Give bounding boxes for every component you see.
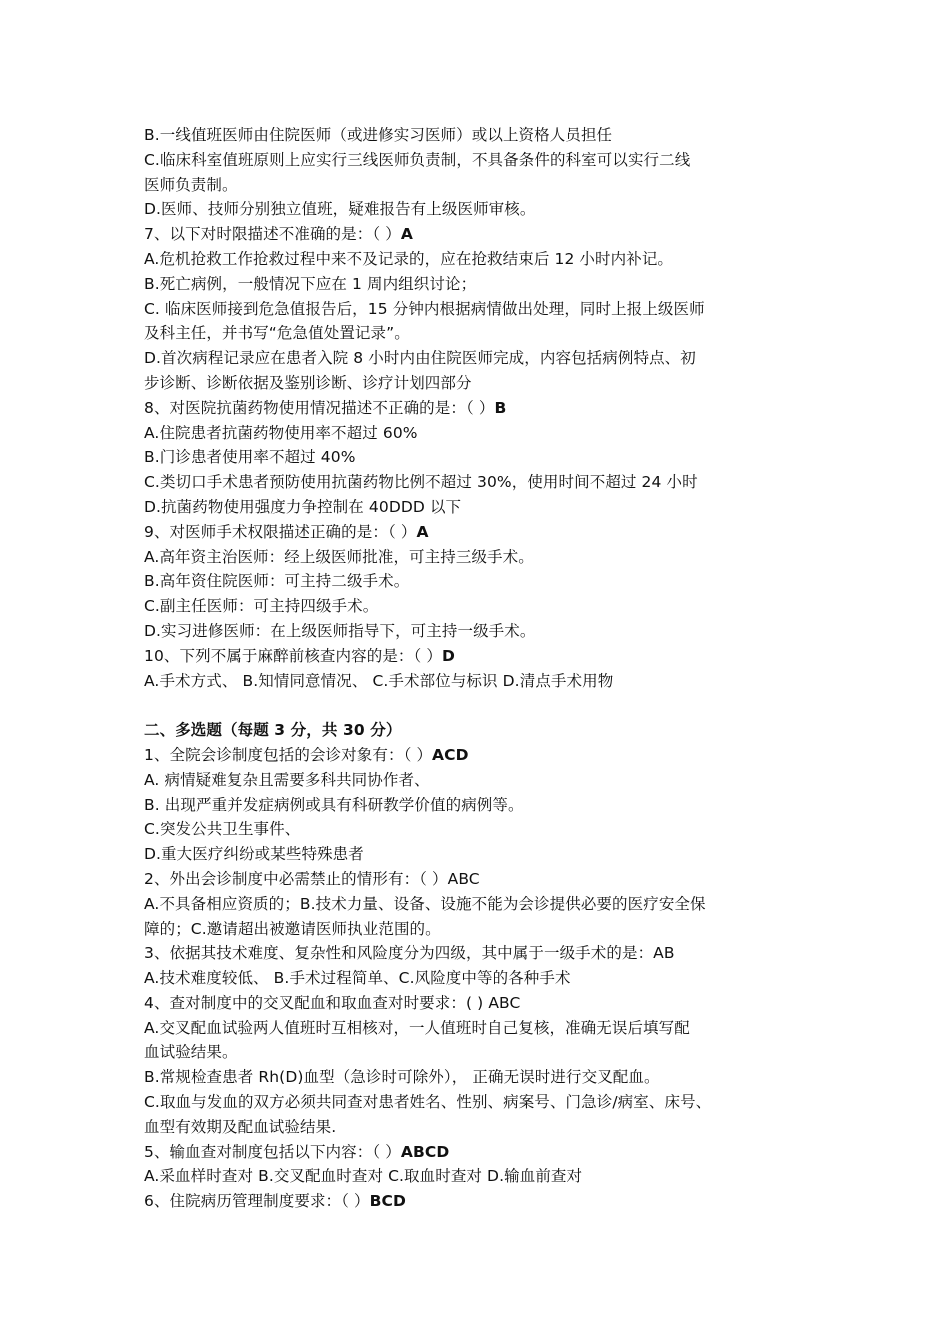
line-text: A.技术难度较低、 B.手术过程简单、C.风险度中等的各种手术 (144, 969, 571, 988)
text-line (144, 842, 814, 867)
answer-key: ABCD (400, 1142, 450, 1161)
question-line (144, 867, 814, 892)
text-line (144, 892, 814, 917)
line-text: 1、全院会诊制度包括的会诊对象有：（ ） (144, 745, 433, 764)
text-line (144, 495, 814, 520)
line-text: 医师负责制。 (144, 175, 238, 194)
text-line (144, 1065, 814, 1090)
text-line (144, 917, 814, 942)
text-line (144, 470, 814, 495)
line-text: 2、外出会诊制度中必需禁止的情形有：（ ） (144, 869, 448, 888)
question-line (144, 1189, 814, 1214)
line-text: D.首次病程记录应在患者入院 8 小时内由住院医师完成，内容包括病例特点、初 (144, 349, 696, 368)
line-text: A.不具备相应资质的；B.技术力量、设备、设施不能为会诊提供必要的医疗安全保 (144, 894, 706, 913)
line-text: 9、对医师手术权限描述正确的是：（ ） (144, 522, 417, 541)
text-line (144, 321, 814, 346)
text-line (144, 669, 814, 694)
text-line (144, 445, 814, 470)
line-text: C.副主任医师：可主持四级手术。 (144, 597, 379, 616)
line-text: 7、以下对时限描述不准确的是：（ ） (144, 225, 401, 244)
text-line (144, 1115, 814, 1140)
text-line (144, 173, 814, 198)
section-heading (144, 718, 814, 743)
question-line (144, 644, 814, 669)
text-line (144, 148, 814, 173)
line-text: D.重大医疗纠纷或某些特殊患者 (144, 845, 364, 864)
text-line (144, 545, 814, 570)
text-line (144, 247, 814, 272)
text-line (144, 123, 814, 148)
line-text: B.门诊患者使用率不超过 40% (144, 448, 356, 467)
line-text: 8、对医院抗菌药物使用情况描述不正确的是：（ ） (144, 398, 495, 417)
line-text: 及科主任，并书写“危急值处置记录”。 (144, 324, 410, 343)
line-text: A.采血样时查对 B.交叉配血时查对 C.取血时查对 D.输血前查对 (144, 1167, 583, 1186)
line-text: 6、住院病历管理制度要求：（ ） (144, 1192, 370, 1211)
text-line (144, 197, 814, 222)
text-line (144, 817, 814, 842)
answer-key: ABC (488, 993, 521, 1012)
line-text: 障的；C.邀请超出被邀请医师执业范围的。 (144, 919, 441, 938)
text-line (144, 768, 814, 793)
line-text: B.一线值班医师由住院医师（或进修实习医师）或以上资格人员担任 (144, 126, 613, 144)
answer-key: ABC (447, 869, 480, 888)
text-line (144, 966, 814, 991)
line-text: A.住院患者抗菌药物使用率不超过 60% (144, 423, 418, 442)
line-text: B. 出现严重并发症病例或具有科研教学价值的病例等。 (144, 795, 524, 814)
answer-key: ACD (432, 745, 469, 764)
line-text: C.突发公共卫生事件、 (144, 820, 301, 839)
answer-key: AB (653, 944, 675, 963)
answer-key: A (416, 522, 429, 541)
text-line (144, 297, 814, 322)
line-text: A.高年资主治医师：经上级医师批准，可主持三级手术。 (144, 547, 534, 566)
text-line (144, 793, 814, 818)
line-text: A.交叉配血试验两人值班时互相核对，一人值班时自己复核，准确无误后填写配 (144, 1018, 690, 1037)
question-line (144, 991, 814, 1016)
text-line (144, 272, 814, 297)
answer-key: D (442, 646, 455, 665)
answer-key: A (400, 225, 413, 244)
text-line (144, 1090, 814, 1115)
line-text: C.取血与发血的双方必须共同查对患者姓名、性别、病案号、门急诊/病室、床号、 (144, 1093, 712, 1112)
line-text: 血试验结果。 (144, 1043, 238, 1062)
text-line (144, 594, 814, 619)
line-text: 4、查对制度中的交叉配血和取血查对时要求：( ) (144, 993, 489, 1012)
line-text: B.高年资住院医师：可主持二级手术。 (144, 572, 410, 591)
line-text: B.常规检查患者 Rh(D)血型（急诊时可除外）， 正确无误时进行交叉配血。 (144, 1068, 660, 1087)
answer-key: BCD (369, 1192, 406, 1211)
line-text: C.类切口手术患者预防使用抗菌药物比例不超过 30%，使用时间不超过 24 小时 (144, 473, 698, 492)
question-line (144, 520, 814, 545)
line-text: B.死亡病例，一般情况下应在 1 周内组织讨论； (144, 274, 477, 293)
text-line (144, 1040, 814, 1065)
line-text: D.实习进修医师：在上级医师指导下，可主持一级手术。 (144, 621, 536, 640)
question-line (144, 941, 814, 966)
document-body (144, 123, 814, 1214)
line-text: 血型有效期及配血试验结果. (144, 1117, 337, 1136)
line-text: D.抗菌药物使用强度力争控制在 40DDD 以下 (144, 497, 462, 516)
line-text: A. 病情疑难复杂且需要多科共同协作者、 (144, 770, 430, 789)
blank-line (144, 693, 814, 718)
text-line (144, 1016, 814, 1041)
text-line (144, 569, 814, 594)
text-line (144, 619, 814, 644)
answer-key: B (494, 398, 507, 417)
text-line (144, 371, 814, 396)
line-text: C. 临床医师接到危急值报告后，15 分钟内根据病情做出处理，同时上报上级医师 (144, 299, 705, 318)
line-text: 5、输血查对制度包括以下内容：（ ） (144, 1142, 401, 1161)
line-text: C.临床科室值班原则上应实行三线医师负责制，不具备条件的科室可以实行二线 (144, 150, 691, 169)
text-line (144, 346, 814, 371)
line-text: 3、依据其技术难度、复杂性和风险度分为四级，其中属于一级手术的是： (144, 944, 654, 963)
line-text: A.手术方式、 B.知情同意情况、 C.手术部位与标识 D.清点手术用物 (144, 671, 614, 690)
line-text: 二、多选题（每题 3 分，共 30 分） (144, 721, 402, 740)
line-text: D.医师、技师分别独立值班，疑难报告有上级医师审核。 (144, 200, 536, 219)
line-text: 10、下列不属于麻醉前核查内容的是：（ ） (144, 646, 443, 665)
line-text: A.危机抢救工作抢救过程中来不及记录的，应在抢救结束后 12 小时内补记。 (144, 249, 674, 268)
question-line (144, 222, 814, 247)
question-line (144, 396, 814, 421)
text-line (144, 421, 814, 446)
question-line (144, 743, 814, 768)
text-line (144, 1164, 814, 1189)
question-line (144, 1140, 814, 1165)
line-text: 步诊断、诊断依据及鉴别诊断、诊疗计划四部分 (144, 373, 472, 392)
